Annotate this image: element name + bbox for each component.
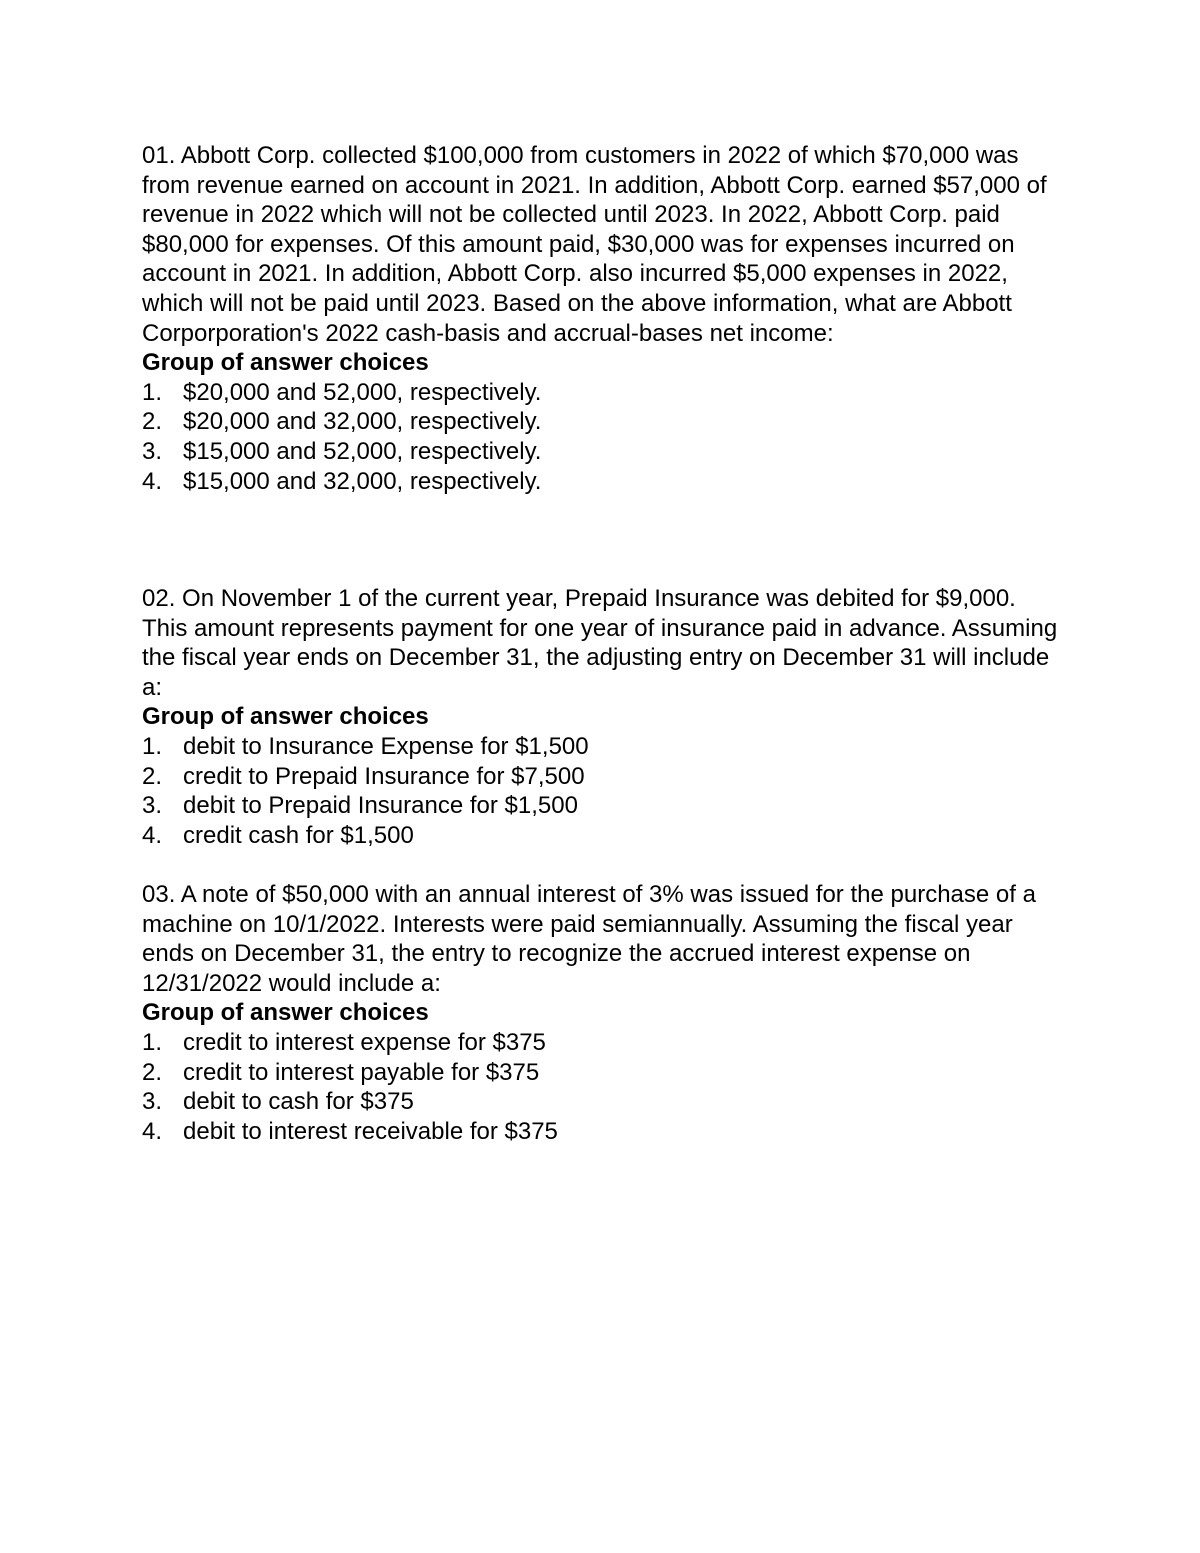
answer-choice bbox=[142, 407, 1062, 437]
answer-choices-list bbox=[142, 1028, 1062, 1146]
question-02 bbox=[142, 584, 1062, 850]
question-text: 01. Abbott Corp. collected $100,000 from customers in 2022 of which $70,000 was from revenue earned on account in 2021. In addition, Abbott Corp. earned $57,000 of revenue in 2022 which will not be collected until 2023. In 2022, Abbott Corp. paid $80,000 for expenses. Of this amount paid, $30,000 was for expenses incurred on account in 2021. In addition, Abbott Corp. also incurred $5,000 expenses in 2022, which will not be paid until 2023. Based on the above information, what are Abbott Corporporation's 2022 cash-basis and accrual-bases net income: bbox=[142, 142, 1047, 347]
choice-number: 1. bbox=[142, 732, 163, 760]
choice-number: 3. bbox=[142, 1088, 163, 1116]
choice-text: debit to interest receivable for $375 bbox=[183, 1117, 558, 1145]
choice-text: credit to interest payable for $375 bbox=[183, 1058, 540, 1086]
answer-choice bbox=[142, 732, 1062, 762]
choice-number: 2. bbox=[142, 408, 163, 436]
choice-number: 2. bbox=[142, 1058, 163, 1086]
choice-number: 2. bbox=[142, 762, 163, 790]
choice-text: $15,000 and 52,000, respectively. bbox=[183, 437, 542, 465]
choice-number: 4. bbox=[142, 821, 163, 849]
question-01 bbox=[142, 141, 1062, 496]
answer-choice bbox=[142, 437, 1062, 467]
answer-choice bbox=[142, 762, 1062, 792]
choice-number: 3. bbox=[142, 792, 163, 820]
choice-text: $15,000 and 32,000, respectively. bbox=[183, 467, 542, 495]
answer-choice bbox=[142, 1117, 1062, 1147]
answer-choice bbox=[142, 821, 1062, 851]
question-03 bbox=[142, 880, 1062, 1146]
choice-text: debit to cash for $375 bbox=[183, 1088, 414, 1116]
choice-text: credit to interest expense for $375 bbox=[183, 1028, 546, 1056]
question-text: 03. A note of $50,000 with an annual interest of 3% was issued for the purchase of a machine on 10/1/2022. Interests were paid semiannually. Assuming the fiscal year ends on December 31, the entry to recognize the accrued interest expense on 12/31/2022 would include a: bbox=[142, 881, 1036, 997]
question-text: 02. On November 1 of the current year, Prepaid Insurance was debited for $9,000. This amount represents payment for one year of insurance paid in advance. Assuming the fiscal year ends on December 31, the adjusting entry on December 31 will include a: bbox=[142, 585, 1058, 701]
choice-number: 1. bbox=[142, 1028, 163, 1056]
choice-text: credit to Prepaid Insurance for $7,500 bbox=[183, 762, 585, 790]
choice-text: $20,000 and 52,000, respectively. bbox=[183, 378, 542, 406]
choice-text: debit to Insurance Expense for $1,500 bbox=[183, 732, 589, 760]
answer-choice bbox=[142, 1028, 1062, 1058]
answer-choices-list bbox=[142, 378, 1062, 496]
answer-choices-list bbox=[142, 732, 1062, 850]
answer-choice bbox=[142, 1058, 1062, 1088]
answer-group-label: Group of answer choices bbox=[142, 999, 429, 1027]
answer-choice bbox=[142, 467, 1062, 497]
answer-choice bbox=[142, 1087, 1062, 1117]
choice-number: 3. bbox=[142, 437, 163, 465]
answer-group-label: Group of answer choices bbox=[142, 703, 429, 731]
choice-number: 1. bbox=[142, 378, 163, 406]
choice-text: $20,000 and 32,000, respectively. bbox=[183, 408, 542, 436]
choice-text: debit to Prepaid Insurance for $1,500 bbox=[183, 792, 578, 820]
choice-number: 4. bbox=[142, 1117, 163, 1145]
answer-choice bbox=[142, 378, 1062, 408]
answer-group-label: Group of answer choices bbox=[142, 349, 429, 377]
choice-text: credit cash for $1,500 bbox=[183, 821, 414, 849]
answer-choice bbox=[142, 791, 1062, 821]
choice-number: 4. bbox=[142, 467, 163, 495]
